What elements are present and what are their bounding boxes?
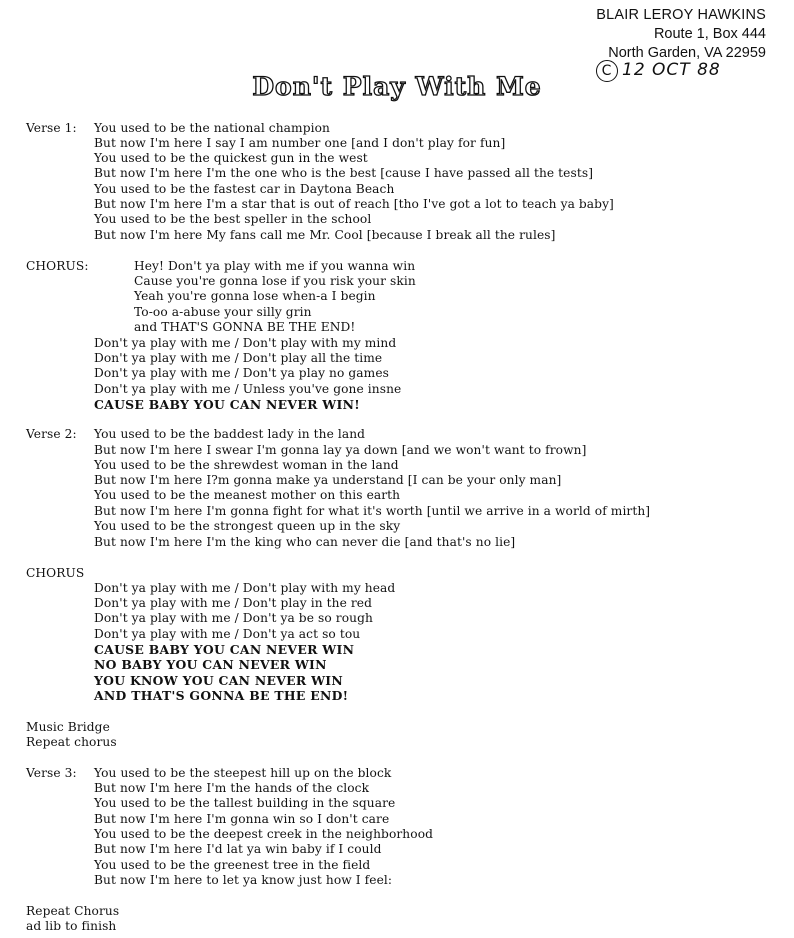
verse3-line: You used to be the greenest tree in the field xyxy=(94,858,371,872)
verse3-line: But now I'm here to let ya know just how I feel: xyxy=(94,873,393,887)
chorus2-end: YOU KNOW YOU CAN NEVER WIN xyxy=(94,673,344,688)
verse3-line: But now I'm here I'm gonna win so I don't care xyxy=(94,812,390,826)
label-verse-3: Verse 3: xyxy=(26,766,77,780)
verse2-line: You used to be the shrewdest woman in the land xyxy=(94,458,399,472)
chorus1-line: Don't ya play with me / Unless you've gone insne xyxy=(94,382,402,396)
repeat-chorus-final: Repeat Chorus xyxy=(26,904,120,918)
verse1-line: But now I'm here I'm the one who is the best [cause I have passed all the tests] xyxy=(94,166,594,180)
verse2-line: But now I'm here I'm gonna fight for what it's worth [until we arrive in a world of mirth] xyxy=(94,504,651,518)
chorus1-line: Hey! Don't ya play with me if you wanna win xyxy=(134,259,416,273)
author-name: BLAIR LEROY HAWKINS xyxy=(596,7,766,23)
label-chorus-1: CHORUS: xyxy=(26,259,89,273)
verse3-line: You used to be the tallest building in the square xyxy=(94,796,396,810)
verse1-line: You used to be the national champion xyxy=(94,121,330,135)
copyright-icon: C xyxy=(596,60,618,82)
chorus2-end: AND THAT'S GONNA BE THE END! xyxy=(94,688,349,703)
verse1-line: But now I'm here I say I am number one [and I don't play for fun] xyxy=(94,136,506,150)
chorus1-line: To-oo a-abuse your silly grin xyxy=(134,305,312,319)
chorus1-line: Don't ya play with me / Don't ya play no games xyxy=(94,366,389,380)
label-chorus-2: CHORUS xyxy=(26,566,85,580)
verse2-line: You used to be the baddest lady in the land xyxy=(94,427,366,441)
address-line-2: North Garden, VA 22959 xyxy=(608,45,766,61)
verse1-line: You used to be the fastest car in Daytona Beach xyxy=(94,182,395,196)
chorus2-line: Don't ya play with me / Don't play in the red xyxy=(94,596,373,610)
chorus1-line: and THAT'S GONNA BE THE END! xyxy=(134,320,356,334)
verse2-line: You used to be the meanest mother on this earth xyxy=(94,488,401,502)
verse3-line: But now I'm here I'd lat ya win baby if I could xyxy=(94,842,382,856)
repeat-chorus: Repeat chorus xyxy=(26,735,117,749)
verse2-line: But now I'm here I swear I'm gonna lay ya down [and we won't want to frown] xyxy=(94,443,587,457)
label-verse-2: Verse 2: xyxy=(26,427,77,441)
ad-lib: ad lib to finish xyxy=(26,919,117,933)
chorus1-end: CAUSE BABY YOU CAN NEVER WIN! xyxy=(94,397,360,412)
verse2-line: You used to be the strongest queen up in the sky xyxy=(94,519,401,533)
label-verse-1: Verse 1: xyxy=(26,121,77,135)
verse1-line: You used to be the best speller in the school xyxy=(94,212,372,226)
verse3-line: You used to be the deepest creek in the neighborhood xyxy=(94,827,434,841)
address-block xyxy=(576,6,766,63)
chorus2-end: CAUSE BABY YOU CAN NEVER WIN xyxy=(94,642,355,657)
chorus1-line: Cause you're gonna lose if you risk your skin xyxy=(134,274,416,288)
verse2-line: But now I'm here I?m gonna make ya understand [I can be your only man] xyxy=(94,473,562,487)
copyright-date: 12 OCT 88 xyxy=(622,60,721,80)
verse1-line: You used to be the quickest gun in the west xyxy=(94,151,368,165)
verse3-line: You used to be the steepest hill up on the block xyxy=(94,766,392,780)
verse2-line: But now I'm here I'm the king who can never die [and that's no lie] xyxy=(94,535,516,549)
verse1-line: But now I'm here I'm a star that is out of reach [tho I've got a lot to teach ya baby] xyxy=(94,197,614,211)
chorus2-line: Don't ya play with me / Don't ya be so rough xyxy=(94,611,373,625)
chorus2-line: Don't ya play with me / Don't play with my head xyxy=(94,581,396,595)
chorus2-line: Don't ya play with me / Don't ya act so tou xyxy=(94,627,361,641)
song-title: Don't Play With Me xyxy=(252,72,542,101)
chorus1-line: Don't ya play with me / Don't play with my mind xyxy=(94,336,397,350)
chorus1-line: Don't ya play with me / Don't play all the time xyxy=(94,351,383,365)
verse3-line: But now I'm here I'm the hands of the clock xyxy=(94,781,370,795)
music-bridge: Music Bridge xyxy=(26,720,110,734)
verse1-line: But now I'm here My fans call me Mr. Cool [because I break all the rules] xyxy=(94,228,556,242)
address-line-1: Route 1, Box 444 xyxy=(653,26,766,42)
chorus2-end: NO BABY YOU CAN NEVER WIN xyxy=(94,657,327,672)
chorus1-line: Yeah you're gonna lose when-a I begin xyxy=(134,289,376,303)
